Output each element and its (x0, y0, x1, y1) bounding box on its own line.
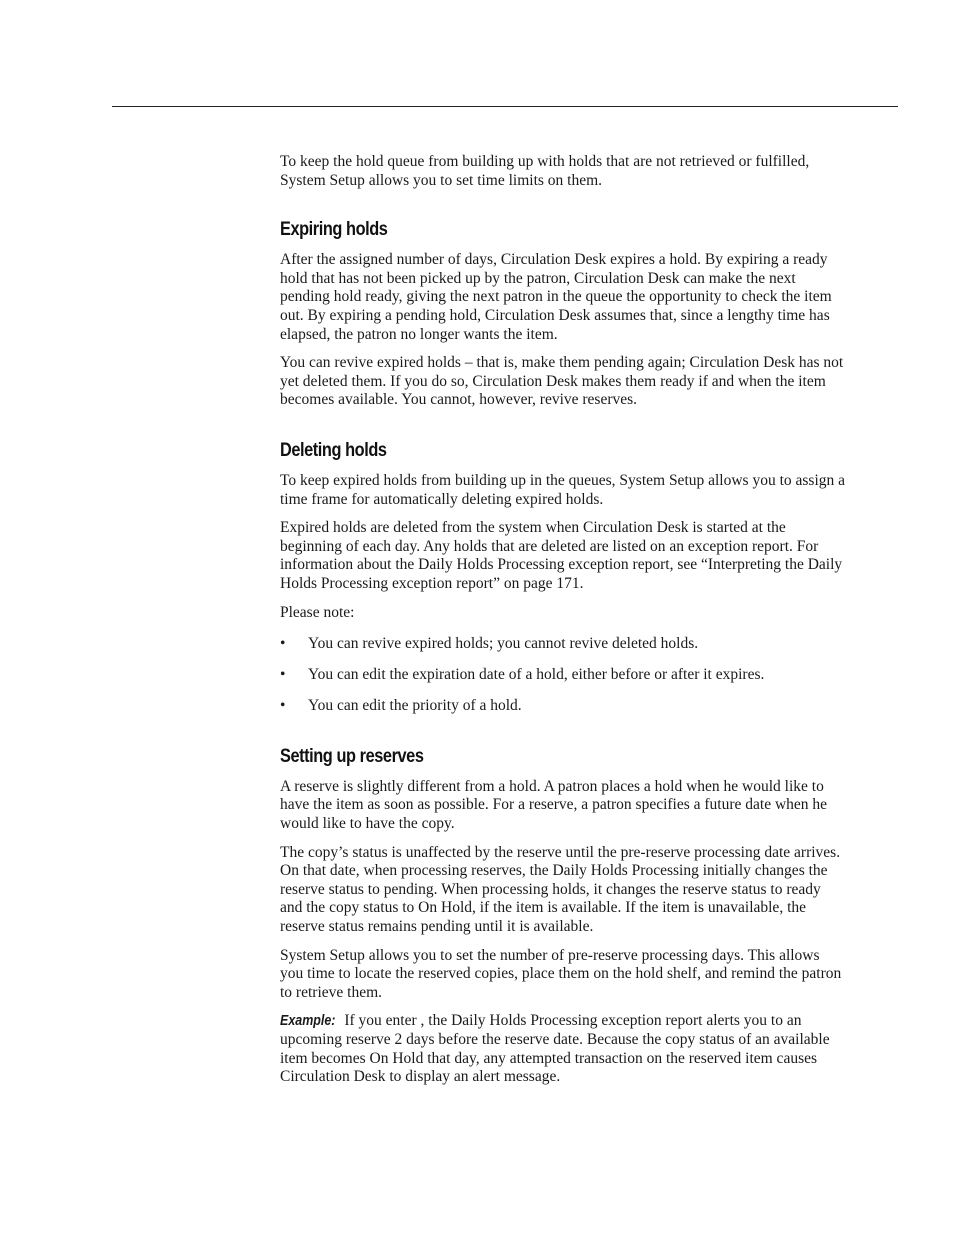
heading-setting-up-reserves: Setting up reserves (280, 745, 424, 767)
example-paragraph (280, 1012, 846, 1086)
reserves-paragraph-3: System Setup allows you to set the number of pre-reserve processing days. This allows you time to locate the reserved copies, place them on the hold shelf, and remind the patron to retrieve them. (280, 946, 842, 1001)
heading-expiring-holds: Expiring holds (280, 219, 388, 241)
list-item (280, 697, 846, 716)
bullet-icon: • (280, 635, 286, 653)
example-label: Example: (280, 1013, 336, 1030)
list-item-text: You can edit the priority of a hold. (308, 697, 522, 715)
notes-list (280, 635, 846, 716)
reserves-paragraph-2: The copy’s status is unaffected by the reserve until the pre-reserve processing date arrives. On that date, when processing reserves, the Daily Holds Processing initially changes the reserve status to pending. When processing holds, it changes the reserve status to ready and the copy status to On Hold, if the item is available. If the item is unavailable, the reserve status remains pending until it is available. (280, 843, 841, 936)
list-item (280, 635, 846, 654)
intro-paragraph: To keep the hold queue from building up with holds that are not retrieved or fulfilled, System Setup allows you to set time limits on them. (280, 153, 810, 189)
list-item-text: You can revive expired holds; you cannot revive deleted holds. (308, 635, 699, 653)
bullet-icon: • (280, 697, 286, 715)
header-rule (112, 106, 898, 107)
expiring-paragraph-2: You can revive expired holds – that is, make them pending again; Circulation Desk has not yet deleted them. If you do so, Circulation Desk makes them ready if and when the item becomes available. You cannot, however, revive reserves. (280, 354, 844, 409)
example-text: If you enter , the Daily Holds Processing exception report alerts you to an upcoming reserve 2 days before the reserve date. Because the copy status of an available item becomes On Hold that day, any attempted transaction on the reserved item causes Circulation Desk to display an alert message. (280, 1012, 830, 1086)
heading-deleting-holds: Deleting holds (280, 439, 387, 461)
expiring-paragraph-1: After the assigned number of days, Circulation Desk expires a hold. By expiring a ready hold that has not been picked up by the patron, Circulation Desk can make the next pending hold ready, giving the next patron in the queue the opportunity to check the item out. By expiring a pending hold, Circulation Desk assumes that, since a lengthy time has elapsed, the patron no longer wants the item. (280, 251, 832, 343)
list-item (280, 666, 846, 685)
reserves-paragraph-1: A reserve is slightly different from a hold. A patron places a hold when he would like to have the item as soon as possible. For a reserve, a patron specifies a future date when he would like to have the copy. (280, 777, 828, 833)
deleting-paragraph-1: To keep expired holds from building up in the queues, System Setup allows you to assign a time frame for automatically deleting expired holds. (280, 471, 846, 508)
bullet-icon: • (280, 666, 286, 684)
page-body (280, 153, 846, 1087)
please-note: Please note: (280, 603, 355, 621)
deleting-paragraph-2: Expired holds are deleted from the system when Circulation Desk is started at the beginning of each day. Any holds that are deleted are listed on an exception report. For information about the Daily Holds Processing exception report, see “Interpreting the Daily Holds Processing exception report” on page 171. (280, 519, 843, 592)
list-item-text: You can edit the expiration date of a hold, either before or after it expires. (308, 666, 765, 684)
